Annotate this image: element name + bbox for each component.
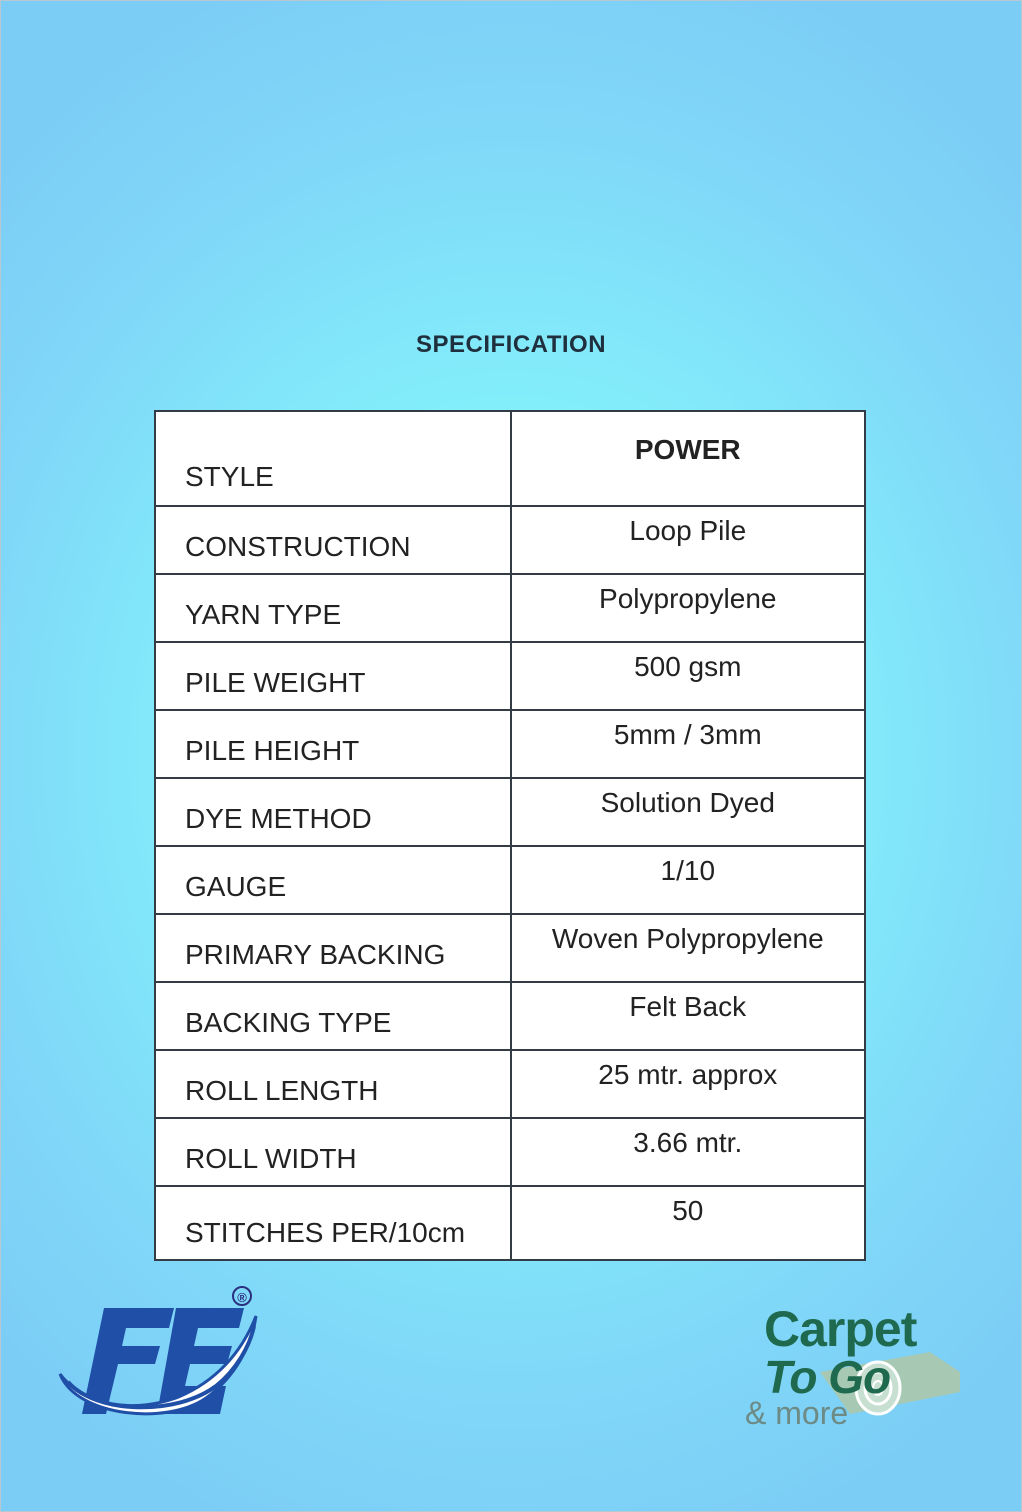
spec-value: Solution Dyed: [511, 778, 865, 846]
spec-value: Felt Back: [511, 982, 865, 1050]
spec-label: ROLL WIDTH: [155, 1118, 511, 1186]
spec-value: 3.66 mtr.: [511, 1118, 865, 1186]
logo-line-carpet: Carpet: [764, 1301, 917, 1357]
fe-letters: [82, 1308, 244, 1414]
table-row: [155, 1050, 865, 1118]
spec-label: YARN TYPE: [155, 574, 511, 642]
table-row: [155, 846, 865, 914]
spec-label: STITCHES PER/10cm: [155, 1186, 511, 1260]
spec-value: Woven Polypropylene: [511, 914, 865, 982]
table-row: [155, 574, 865, 642]
table-row: [155, 914, 865, 982]
spec-label: PILE WEIGHT: [155, 642, 511, 710]
spec-label: DYE METHOD: [155, 778, 511, 846]
spec-label: PRIMARY BACKING: [155, 914, 511, 982]
spec-label: CONSTRUCTION: [155, 506, 511, 574]
table-row: [155, 778, 865, 846]
spec-label: GAUGE: [155, 846, 511, 914]
logo-line-and-more: & more: [745, 1395, 849, 1431]
table-row: [155, 1186, 865, 1260]
spec-value: 50: [511, 1186, 865, 1260]
fe-logo: [56, 1286, 261, 1431]
table-row: [155, 411, 865, 506]
table-row: [155, 982, 865, 1050]
specification-table: [154, 410, 866, 1261]
table-row: [155, 642, 865, 710]
spec-value: 25 mtr. approx: [511, 1050, 865, 1118]
spec-value: 1/10: [511, 846, 865, 914]
spec-label: PILE HEIGHT: [155, 710, 511, 778]
table-row: [155, 1118, 865, 1186]
spec-label: BACKING TYPE: [155, 982, 511, 1050]
spec-value: POWER: [511, 411, 865, 506]
page-title: SPECIFICATION: [415, 331, 607, 358]
logo-line-to-go: To Go: [764, 1351, 891, 1403]
spec-value: Polypropylene: [511, 574, 865, 642]
table-row: [155, 506, 865, 574]
spec-value: 5mm / 3mm: [511, 710, 865, 778]
spec-label: ROLL LENGTH: [155, 1050, 511, 1118]
table-row: [155, 710, 865, 778]
spec-value: 500 gsm: [511, 642, 865, 710]
spec-value: Loop Pile: [511, 506, 865, 574]
spec-label: STYLE: [155, 411, 511, 506]
registered-mark: ®: [232, 1286, 252, 1306]
carpet-to-go-logo: [740, 1300, 970, 1435]
